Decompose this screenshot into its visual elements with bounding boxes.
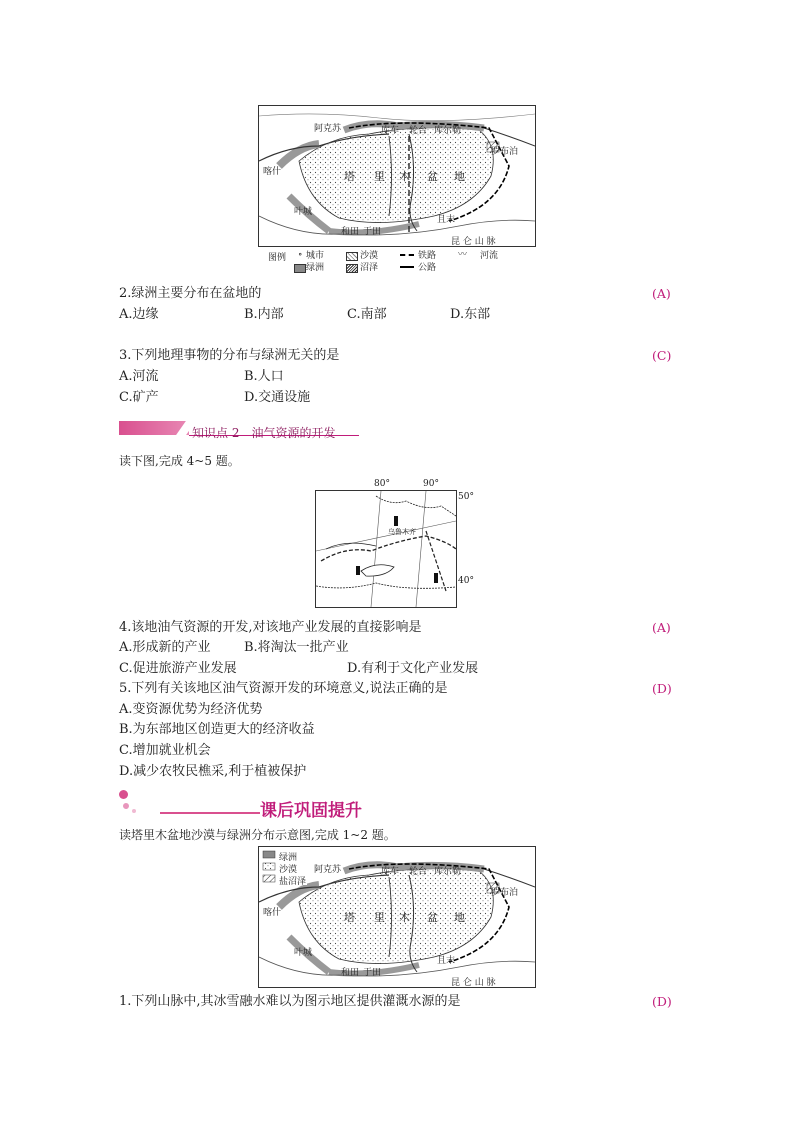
label-di-2: 地 [454, 911, 465, 924]
label-mu-2: 木 [399, 911, 410, 924]
legend-city: 城市 [306, 251, 325, 261]
label-hetian-2: 和田 [341, 968, 360, 978]
q4-option-c: C.促进旅游产业发展 [119, 661, 237, 676]
answer-4: (A) [652, 620, 671, 635]
label-yecheng-2: 叶城 [294, 948, 313, 958]
legend-swamp-icon [346, 264, 358, 273]
label-li: 里 [374, 170, 385, 183]
q2-option-a: A.边缘 [119, 307, 159, 322]
q3-option-b: B.人口 [244, 369, 284, 384]
q2-option-b: B.内部 [244, 307, 284, 322]
legend-road: 公路 [418, 263, 437, 273]
legend-oasis-2: 绿洲 [279, 853, 298, 863]
section-line [160, 812, 260, 814]
answer-3: (C) [652, 348, 672, 363]
tarim-map-2 [258, 846, 536, 988]
answer-2: (A) [652, 286, 671, 301]
label-kuche-2: 库车 [381, 867, 400, 877]
q2-option-c: C.南部 [347, 307, 387, 322]
section-dot-small [132, 809, 136, 813]
legend-river-icon: 〰 [458, 250, 468, 260]
label-yutian-2: 于田 [363, 968, 382, 978]
lon-90: 90° [423, 479, 439, 489]
legend-saltswamp-2: 盐沼泽 [279, 877, 307, 887]
label-qiemo-2: 且末 [437, 956, 456, 966]
q4-option-d: D.有利于文化产业发展 [347, 661, 479, 676]
section-dot-medium [123, 803, 129, 809]
label-luntai-2: 轮台 [409, 867, 428, 877]
label-ta: 塔 [344, 170, 355, 183]
answer-5: (D) [652, 681, 672, 696]
legend-desert-icon [346, 252, 358, 261]
label-ta-2: 塔 [344, 911, 355, 924]
map1-legend [268, 250, 538, 276]
label-pen-2: 盆 [427, 911, 438, 924]
legend-railway-icon [400, 254, 414, 256]
knowledge-point-bar [119, 421, 189, 435]
q3-option-c: C.矿产 [119, 390, 159, 405]
legend-river: 河流 [480, 251, 499, 261]
intro-4-5: 读下图,完成 4~5 题。 [119, 454, 240, 468]
q4-option-b: B.将淘汰一批产业 [244, 640, 349, 655]
q4-option-a: A.形成新的产业 [119, 640, 211, 655]
label-hetian: 和田 [341, 227, 360, 237]
label-kunlun-2: 昆 仑 山 脉 [451, 978, 496, 988]
section-title: 课后巩固提升 [260, 801, 362, 821]
label-kuerle-2: 库尔勒 [434, 867, 462, 877]
xinjiang-map-frame [315, 490, 457, 608]
label-luobupo: 罗布泊 [491, 147, 519, 157]
section-dot-large [119, 790, 128, 799]
tarim-map-1 [258, 105, 536, 247]
xinjiang-map [300, 476, 490, 611]
question-1: 1.下列山脉中,其冰雪融水难以为图示地区提供灌溉水源的是 [119, 994, 461, 1009]
lon-80: 80° [374, 479, 390, 489]
label-kunlun: 昆 仑 山 脉 [451, 237, 496, 247]
question-3: 3.下列地理事物的分布与绿洲无关的是 [119, 348, 340, 363]
legend-railway: 铁路 [418, 251, 437, 261]
q5-option-d: D.减少农牧民樵采,利于植被保护 [119, 764, 307, 779]
q5-option-c: C.增加就业机会 [119, 743, 211, 758]
label-kuche: 库车 [381, 126, 400, 136]
label-akesu: 阿克苏 [314, 124, 342, 134]
xinjiang-map-drawing [316, 491, 456, 607]
label-pen: 盆 [427, 170, 438, 183]
label-kashi-2: 喀什 [263, 908, 282, 918]
question-4: 4.该地油气资源的开发,对该地产业发展的直接影响是 [119, 620, 422, 635]
question-5: 5.下列有关该地区油气资源开发的环境意义,说法正确的是 [119, 681, 448, 696]
question-2: 2.绿洲主要分布在盆地的 [119, 286, 262, 301]
label-di: 地 [454, 170, 465, 183]
label-kuerle: 库尔勒 [434, 126, 462, 136]
q5-option-a: A.变资源优势为经济优势 [119, 702, 263, 717]
lat-40: 40° [458, 576, 474, 586]
label-li-2: 里 [374, 911, 385, 924]
legend-road-icon [400, 266, 414, 268]
intro-1-2: 读塔里木盆地沙漠与绿洲分布示意图,完成 1~2 题。 [119, 828, 396, 842]
label-luobupo-2: 罗布泊 [491, 888, 519, 898]
q3-option-d: D.交通设施 [244, 390, 311, 405]
legend-city-icon: ∘ [298, 250, 303, 260]
label-qiemo: 且末 [437, 215, 456, 225]
label-yecheng: 叶城 [294, 207, 313, 217]
label-yutian: 于田 [363, 227, 382, 237]
q2-option-d: D.东部 [450, 307, 491, 322]
label-urumqi: 乌鲁木齐 [388, 528, 416, 536]
label-mu: 木 [399, 170, 410, 183]
label-akesu-2: 阿克苏 [314, 865, 342, 875]
q5-option-b: B.为东部地区创造更大的经济收益 [119, 722, 315, 737]
lat-50: 50° [458, 492, 474, 502]
legend-swamp: 沼泽 [360, 263, 379, 273]
q3-option-a: A.河流 [119, 369, 159, 384]
legend-oasis-icon [294, 264, 306, 273]
knowledge-point-title: 知识点 2 油气资源的开发 [192, 426, 336, 440]
label-luntai: 轮台 [409, 126, 428, 136]
label-kashi: 喀什 [263, 167, 282, 177]
answer-1: (D) [652, 994, 672, 1009]
legend-title: 图例 [268, 253, 287, 263]
legend-desert: 沙漠 [360, 251, 379, 261]
legend-oasis: 绿洲 [306, 263, 325, 273]
legend-desert-2: 沙漠 [279, 865, 298, 875]
